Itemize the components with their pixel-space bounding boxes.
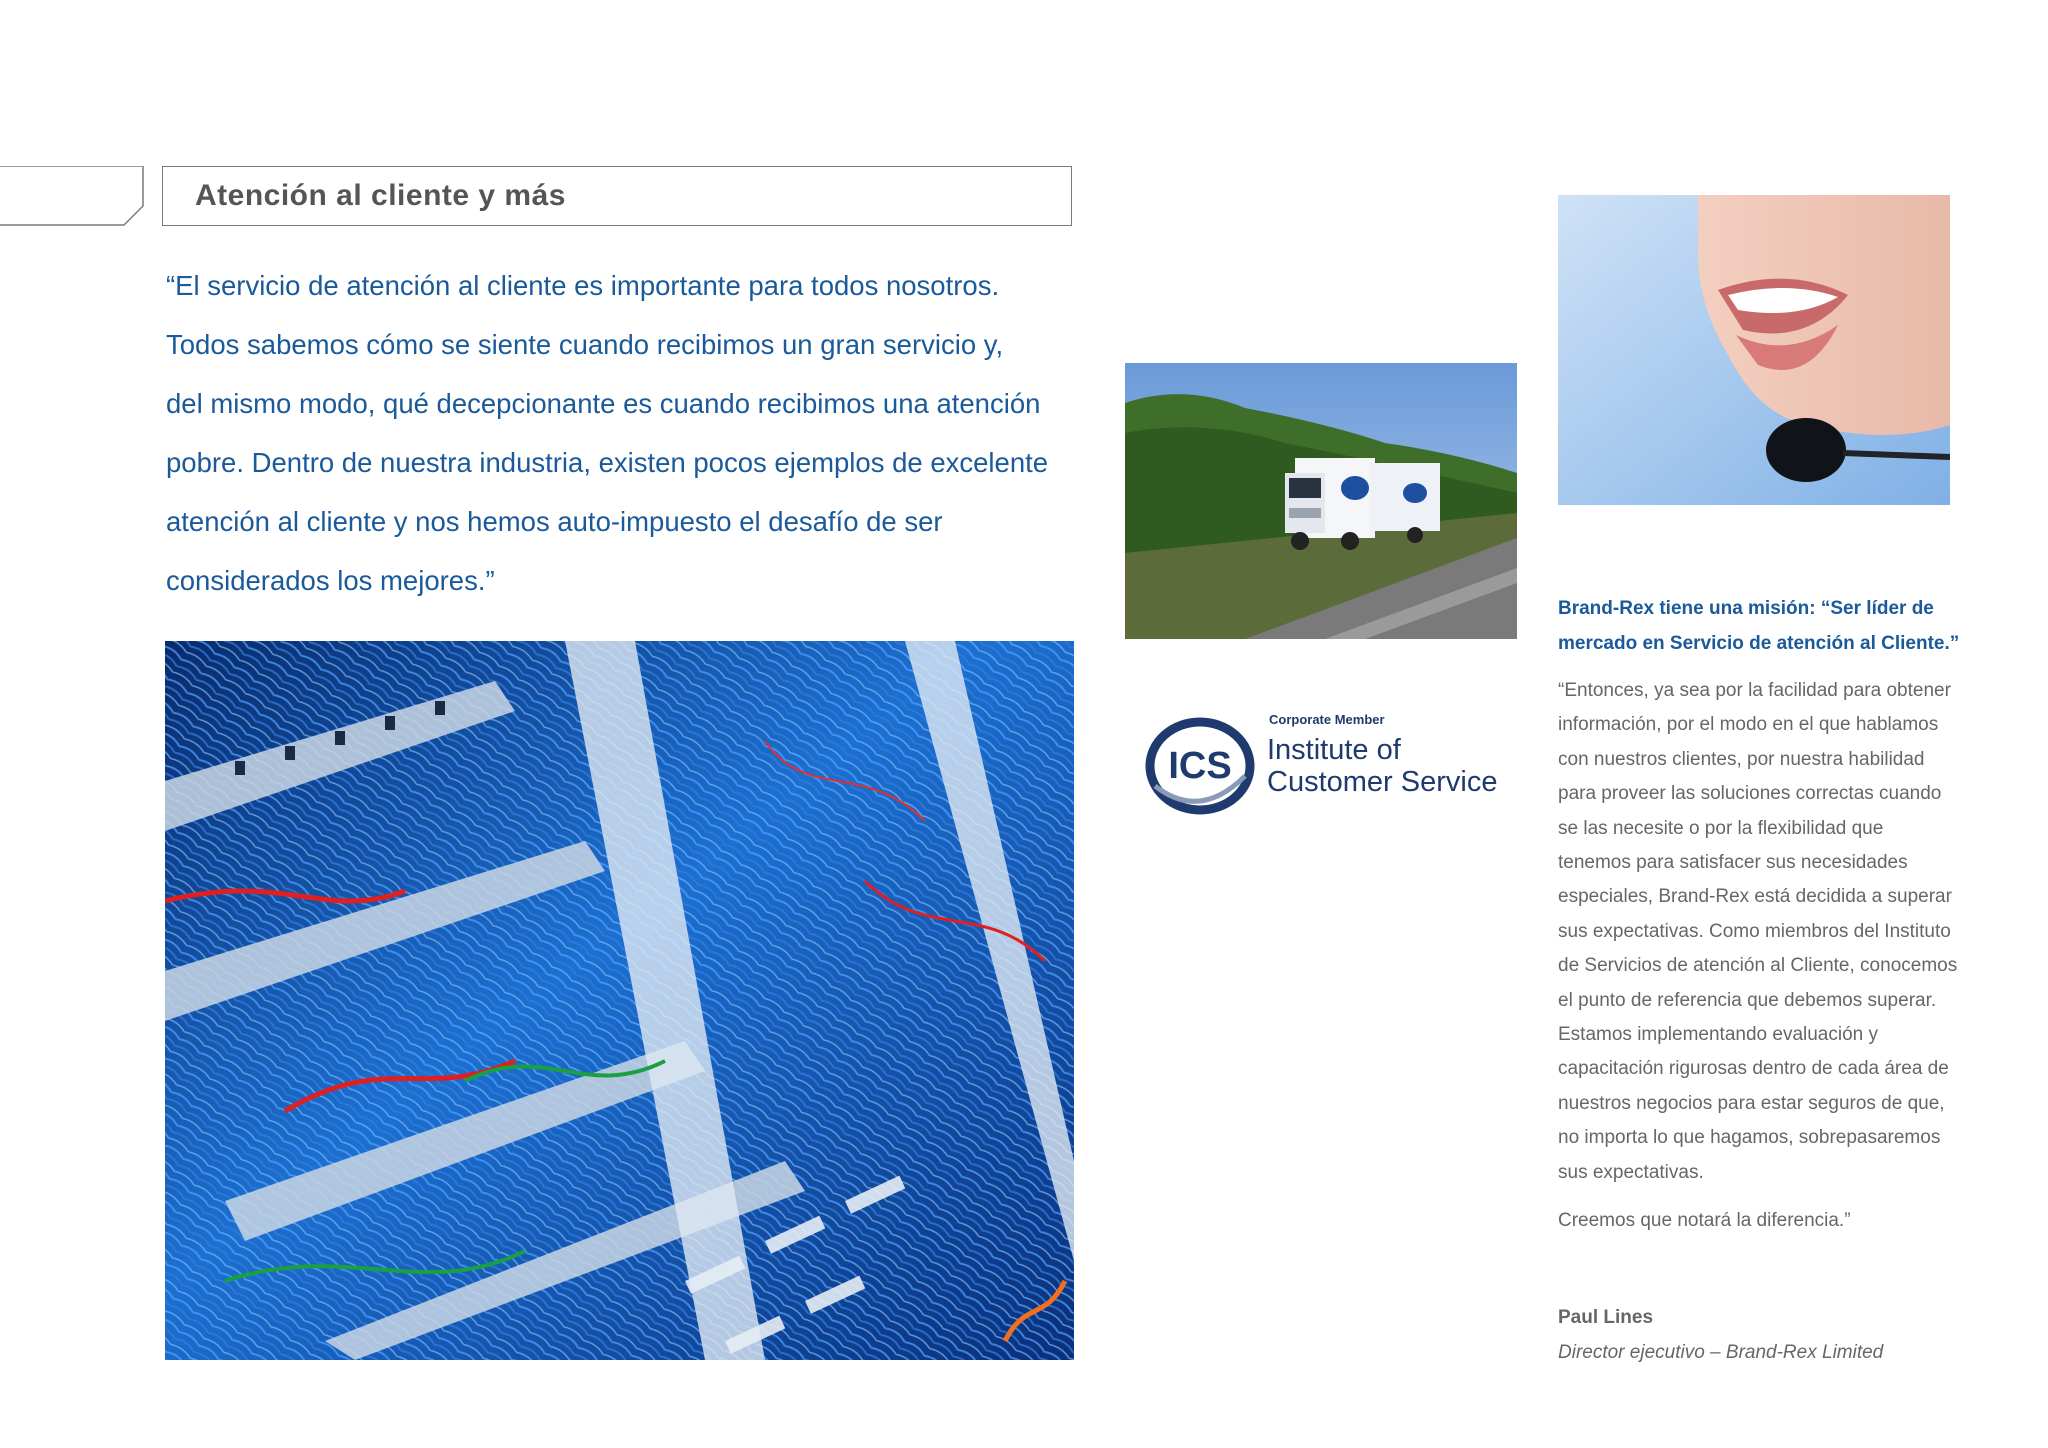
body-line: se las necesite o por la flexibilidad que (1558, 817, 1884, 839)
body-line: especiales, Brand-Rex está decidida a superar (1558, 886, 1952, 908)
quote-line: pobre. Dentro de nuestra industria, existen pocos ejemplos de excelente (166, 447, 1049, 478)
ics-name-line: Institute of (1267, 734, 1401, 766)
ics-emblem-icon (1145, 716, 1255, 816)
signature-name: Paul Lines (1558, 1307, 1654, 1328)
body-line: tenemos para satisfacer sus necesidades (1558, 852, 1908, 874)
body-line: Estamos implementando evaluación y (1558, 1024, 1879, 1046)
signature-title: Director ejecutivo – Brand-Rex Limited (1558, 1342, 1884, 1363)
truck-photo (1125, 363, 1517, 639)
body-paragraph (1558, 674, 1998, 1190)
body-line: no importa lo que hagamos, sobrepasaremos (1558, 1127, 1941, 1149)
quote-line: atención al cliente y nos hemos auto-impuesto el desafío de ser (166, 506, 943, 537)
body-line: sus expectativas. (1558, 1161, 1704, 1183)
body-line: sus expectativas. Como miembros del Instituto (1558, 920, 1951, 942)
body-line: el punto de referencia que debemos superar. (1558, 989, 1937, 1011)
quote-line: considerados los mejores.” (166, 565, 495, 596)
body-line: información, por el modo en el que hablamos (1558, 714, 1939, 736)
section-header (162, 166, 1072, 226)
ics-name (1267, 734, 1497, 798)
headset-photo (1558, 195, 1950, 505)
quote-line: Todos sabemos cómo se siente cuando recibimos un gran servicio y, (166, 329, 1004, 360)
section-title: Atención al cliente y más (195, 179, 566, 212)
quote-line: del mismo modo, qué decepcionante es cuando recibimos una atención (166, 388, 1041, 419)
mission-line: mercado en Servicio de atención al Cliente.” (1558, 632, 1960, 654)
body-line: con nuestros clientes, por nuestra habilidad (1558, 748, 1925, 770)
body-line: capacitación rigurosas dentro de cada área de (1558, 1058, 1949, 1080)
closing-line: Creemos que notará la diferencia.” (1558, 1210, 1851, 1231)
ics-member-label: Corporate Member (1269, 712, 1385, 727)
server-rack-photo (165, 641, 1074, 1360)
pull-quote (166, 256, 1106, 610)
ics-logo (1145, 708, 1535, 818)
mission-statement (1558, 592, 1998, 661)
quote-line: “El servicio de atención al cliente es importante para todos nosotros. (166, 270, 1000, 301)
header-tab-shape (0, 166, 145, 226)
body-line: de Servicios de atención al Cliente, conocemos (1558, 955, 1958, 977)
body-line: para proveer las soluciones correctas cuando (1558, 783, 1942, 805)
ics-emblem-text: ICS (1168, 745, 1232, 787)
ics-name-line: Customer Service (1267, 766, 1498, 798)
body-line: nuestros negocios para estar seguros de que, (1558, 1092, 1945, 1114)
body-line: “Entonces, ya sea por la facilidad para obtener (1558, 680, 1951, 701)
mission-line: Brand-Rex tiene una misión: “Ser líder de (1558, 598, 1934, 619)
